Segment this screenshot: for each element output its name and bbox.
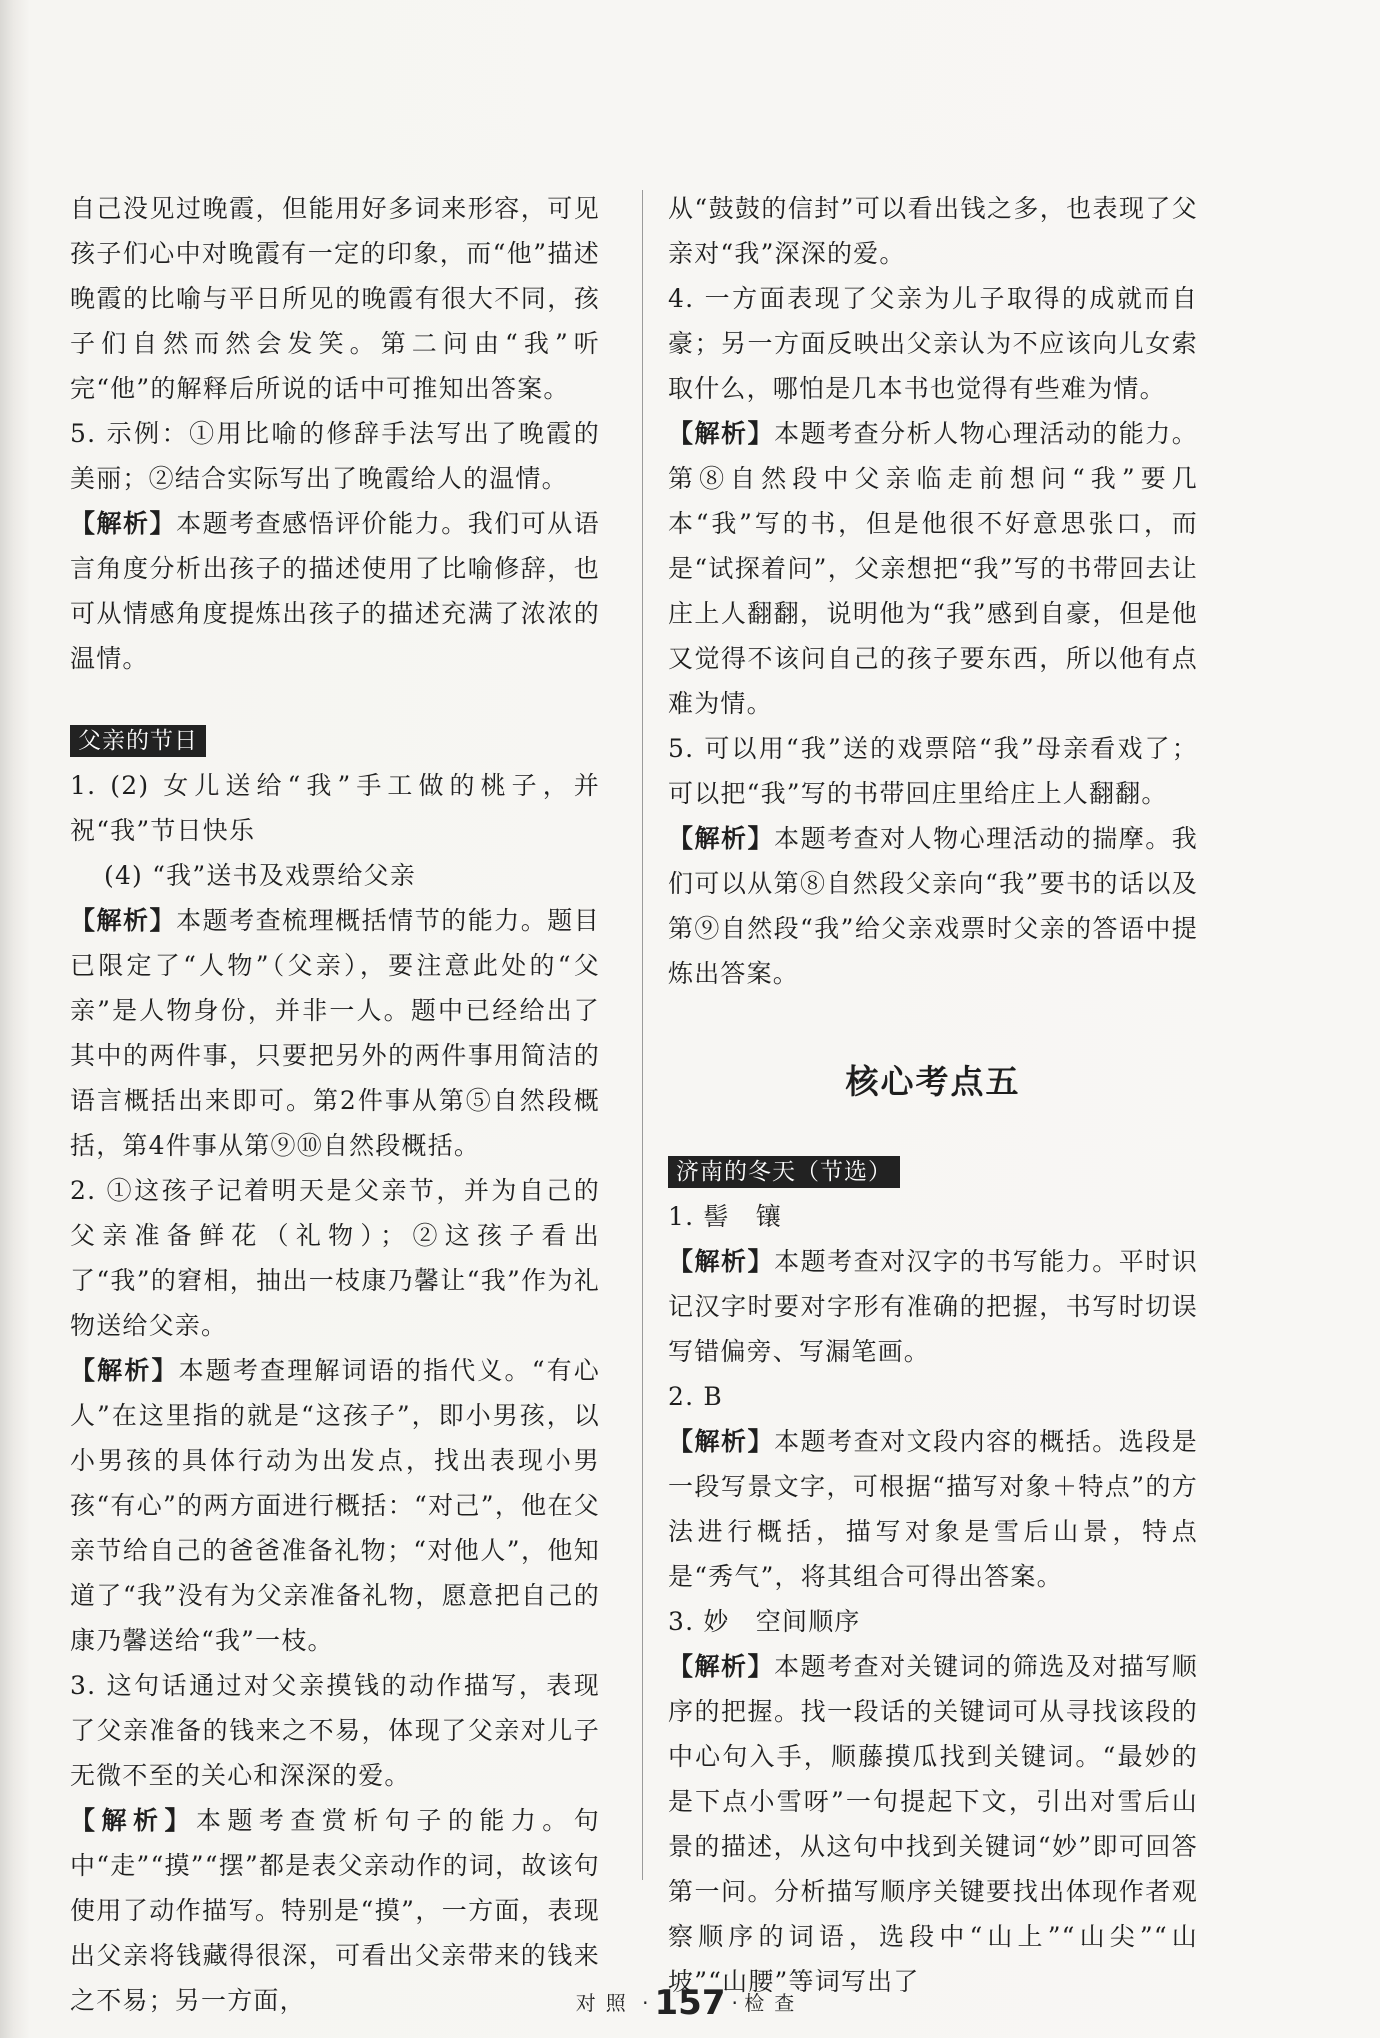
analysis-text: 本题考查感悟评价能力。我们可从语言角度分析出孩子的描述使用了比喻修辞，也可从情感角度提炼出孩子的描述充满了浓浓的温情。: [70, 509, 600, 673]
answer-1a: 1. (2) 女儿送给“我”手工做的桃子，并祝“我”节日快乐: [70, 771, 600, 845]
analysis-text: 本题考查理解词语的指代义。“有心人”在这里指的就是“这孩子”，即小男孩，以小男孩的具体行动为出发点，找出表现小男孩“有心”的两方面进行概括：“对己”，他在父亲节给自己的爸爸准备礼物；“对他人”，他知道了“我”没有为父亲准备礼物，愿意把自己的康乃馨送给“我”一枝。: [70, 1356, 600, 1655]
analysis-text: 本题考查对人物心理活动的揣摩。我们可以从第⑧自然段父亲向“我”要书的话以及第⑨自然段“我”给父亲戏票时父亲的答语中提炼出答案。: [668, 824, 1198, 988]
analysis: [668, 1419, 1198, 1599]
column-divider: [642, 190, 643, 1880]
analysis: [70, 501, 600, 681]
page-footer: [0, 1983, 1380, 2023]
paragraph: 从“鼓鼓的信封”可以看出钱之多，也表现了父亲对“我”深深的爱。: [668, 194, 1198, 268]
analysis-tag: 【解析】: [70, 1806, 196, 1835]
analysis: [668, 1239, 1198, 1374]
chapter-heading: 核心考点五: [845, 1062, 1021, 1101]
answer-2: 2. ①这孩子记着明天是父亲节，并为自己的父亲准备鲜花（礼物）；②这孩子看出了“我”的窘相，抽出一枝康乃馨让“我”作为礼物送给父亲。: [70, 1176, 600, 1340]
analysis: [70, 898, 600, 1168]
analysis-tag: 【解析】: [668, 1427, 775, 1456]
analysis: [668, 1644, 1198, 2004]
analysis-tag: 【解析】: [668, 824, 775, 853]
footer-left-label: 对照: [575, 1991, 636, 2015]
answer-1b: (4) “我”送书及戏票给父亲: [104, 861, 416, 890]
analysis-text: 本题考查梳理概括情节的能力。题目已限定了“人物”（父亲），要注意此处的“父亲”是人物身份，并非一人。题中已经给出了其中的两件事，只要把另外的两件事用简洁的语言概括出来即可。第2件事从第⑤自然段概括，第4件事从第⑨⑩自然段概括。: [70, 906, 600, 1160]
analysis-tag: 【解析】: [668, 1247, 775, 1276]
paragraph: 自己没见过晚霞，但能用好多词来形容，可见孩子们心中对晚霞有一定的印象，而“他”描述晚霞的比喻与平日所见的晚霞有很大不同，孩子们自然而然会发笑。第二问由“我”听完“他”的解释后所说的话中可推知出答案。: [70, 194, 600, 403]
left-column: [70, 186, 600, 2023]
analysis-tag: 【解析】: [70, 906, 177, 935]
right-column: [668, 186, 1198, 2004]
answer-3: 3. 妙 空间顺序: [668, 1607, 861, 1636]
answer-5: 5. 示例：①用比喻的修辞手法写出了晚霞的美丽；②结合实际写出了晚霞给人的温情。: [70, 419, 600, 493]
answer-2: 2. B: [668, 1382, 723, 1411]
analysis: [70, 1348, 600, 1663]
page-number: 157: [654, 1983, 726, 2023]
analysis-tag: 【解析】: [70, 509, 177, 538]
analysis-text: 本题考查对文段内容的概括。选段是一段写景文字，可根据“描写对象＋特点”的方法进行概括，描写对象是雪后山景，特点是“秀气”，将其组合可得出答案。: [668, 1427, 1198, 1591]
section-title-fathers-day: 父亲的节日: [70, 725, 206, 757]
answer-1: 1. 髻 镶: [668, 1202, 782, 1231]
analysis-text: 本题考查对关键词的筛选及对描写顺序的把握。找一段话的关键词可从寻找该段的中心句入手，顺藤摸瓜找到关键词。“最妙的是下点小雪呀”一句提起下文，引出对雪后山景的描述，从这句中找到关键词“妙”即可回答第一问。分析描写顺序关键要找出体现作者观察顺序的词语，选段中“山上”“山尖”“山坡”“山腰”等词写出了: [668, 1652, 1198, 1996]
section-title-jinan-winter: 济南的冬天（节选）: [668, 1156, 900, 1188]
analysis-tag: 【解析】: [70, 1356, 179, 1385]
answer-3: 3. 这句话通过对父亲摸钱的动作描写，表现了父亲准备的钱来之不易，体现了父亲对儿子无微不至的关心和深深的爱。: [70, 1671, 600, 1790]
footer-right-label: 检查: [744, 1991, 805, 2015]
answer-5: 5. 可以用“我”送的戏票陪“我”母亲看戏了；可以把“我”写的书带回庄里给庄上人翻翻。: [668, 734, 1198, 808]
analysis: [668, 816, 1198, 996]
analysis-text: 本题考查对汉字的书写能力。平时识记汉字时要对字形有准确的把握，书写时切误写错偏旁、写漏笔画。: [668, 1247, 1198, 1366]
analysis: [668, 411, 1198, 726]
analysis-text: 本题考查赏析句子的能力。句中“走”“摸”“摆”都是表父亲动作的词，故该句使用了动作描写。特别是“摸”，一方面，表现出父亲将钱藏得很深，可看出父亲带来的钱来之不易；另一方面，: [70, 1806, 600, 2015]
footer-dot: ·: [731, 1991, 738, 2015]
answer-4: 4. 一方面表现了父亲为儿子取得的成就而自豪；另一方面反映出父亲认为不应该向儿女索取什么，哪怕是几本书也觉得有些难为情。: [668, 284, 1198, 403]
footer-dot: ·: [642, 1991, 649, 2015]
analysis-text: 本题考查分析人物心理活动的能力。第⑧自然段中父亲临走前想问“我”要几本“我”写的书，但是他很不好意思张口，而是“试探着问”，父亲想把“我”写的书带回去让庄上人翻翻，说明他为“我”感到自豪，但是他又觉得不该问自己的孩子要东西，所以他有点难为情。: [668, 419, 1198, 718]
analysis-tag: 【解析】: [668, 419, 775, 448]
analysis-tag: 【解析】: [668, 1652, 775, 1681]
